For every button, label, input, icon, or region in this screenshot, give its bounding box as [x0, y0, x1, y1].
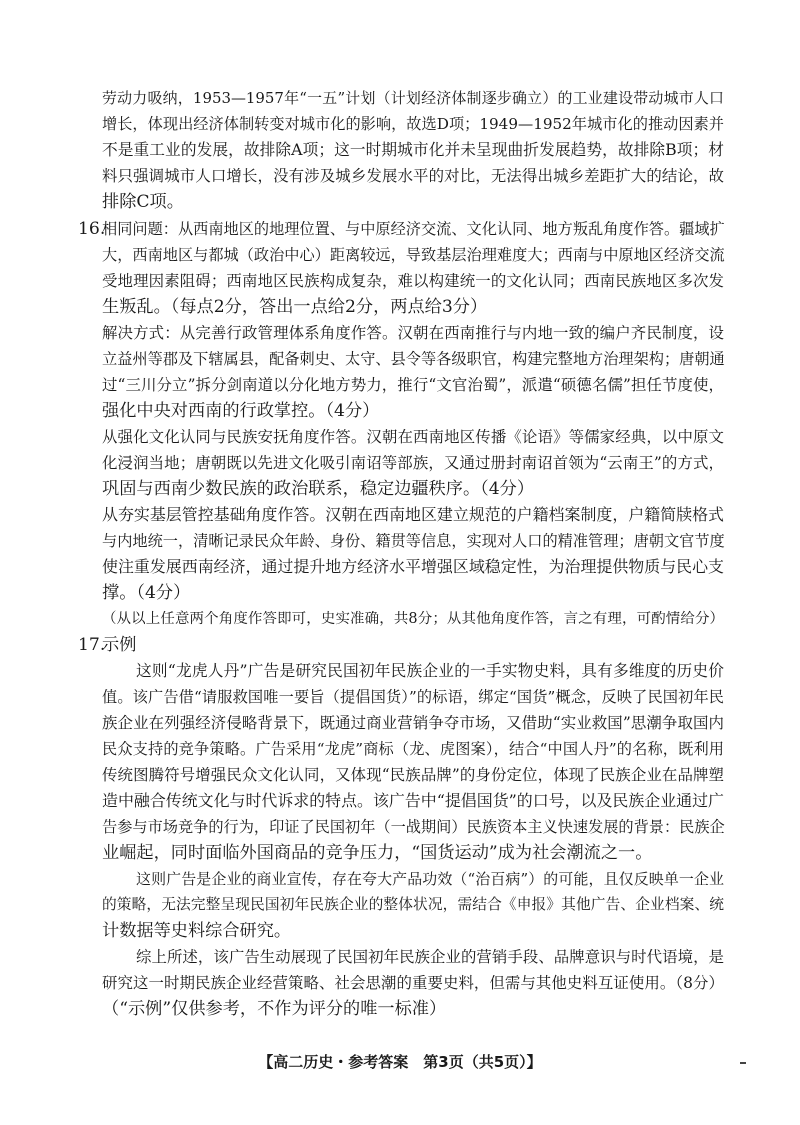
text-line: 从强化文化认同与民族安抚角度作答。汉朝在西南地区传播《论语》等儒家经典，以中原文 — [102, 428, 724, 446]
text-line: 立益州等郡及下辖属县，配备刺史、太守、县令等各级职官，构建完整地方治理架构；唐朝通 — [102, 350, 725, 368]
text-line: 的策略，无法完整呈现民国初年民族企业的整体状况，需结合《申报》其他广告、企业档案、统 — [102, 896, 724, 913]
text-line: 撑。（4分） — [102, 583, 191, 603]
page-footer: 【高二历史・参考答案 第3页（共5页）】 — [258, 1053, 542, 1071]
text-line: 这则广告是企业的商业宣传，存在夸大产品功效（“治百病”）的可能，且仅反映单一企业 — [136, 870, 724, 888]
text-line: 增长，体现出经济体制转变对城市化的影响，故选D项；1949—1952年城市化的推动因素并 — [102, 115, 724, 133]
text-line: 传统图腾符号增强民众文化认同，又体现“民族品牌”的身份定位，体现了民族企业在品牌塑 — [102, 766, 724, 784]
text-line: 排除C项。 — [102, 192, 184, 212]
text-line: 解决方式：从完善行政管理体系角度作答。汉朝在西南推行与内地一致的编户齐民制度，设 — [102, 324, 724, 342]
text-line: 不是重工业的发展，故排除A项；这一时期城市化并未呈现曲折发展趋势，故排除B项；材 — [102, 140, 724, 159]
text-line: 示例 — [102, 635, 137, 655]
text-line: 料只强调城市人口增长，没有涉及城乡发展水平的对比，无法得出城乡差距扩大的结论，故 — [102, 167, 724, 185]
text-line: 研究这一时期民族企业经营策略、社会思潮的重要史料，但需与其他史料互证使用。（8分） — [102, 974, 724, 992]
text-line: 族企业在列强经济侵略背景下，既通过商业营销争夺市场，又借助“实业救国”思潮争取国内 — [102, 714, 724, 732]
text-line: （“示例”仅供参考，不作为评分的唯一标准） — [102, 999, 447, 1019]
text-line: 过“三川分立”拆分剑南道以分化地方势力，推行“文官治蜀”，派遣“硕德名儒”担任节度使， — [102, 376, 724, 394]
text-line: （从以上任意两个角度作答即可，史实准确，共8分；从其他角度作答，言之有理，可酌情给分） — [102, 611, 724, 627]
text-line: 民众支持的竞争策略。广告采用“龙虎”商标（龙、虎图案），结合“中国人丹”的名称，既利用 — [102, 740, 724, 758]
text-line: 业崛起，同时面临外国商品的竞争压力，“国货运动”成为社会潮流之一。 — [102, 843, 653, 863]
text-line: 计数据等史料综合研究。 — [102, 921, 292, 941]
text-line: 使注重发展西南经济，通过提升地方经济水平增强区域稳定性，为治理提供物质与民心支 — [102, 557, 724, 576]
text-line: 强化中央对西南的行政掌控。（4分） — [102, 401, 380, 421]
text-line: 相同问题：从西南地区的地理位置、与中原经济交流、文化认同、地方叛乱角度作答。疆域扩 — [102, 220, 725, 238]
text-line: 劳动力吸纳，1953—1957年“一五”计划（计划经济体制逐步确立）的工业建设带动城市人口 — [102, 89, 724, 107]
text-line: 从夯实基层管控基础角度作答。汉朝在西南地区建立规范的户籍档案制度，户籍简牍格式 — [102, 505, 724, 524]
text-line: 巩固与西南少数民族的政治联系，稳定边疆秩序。（4分） — [102, 479, 535, 499]
text-line: 告参与市场竞争的行为，印证了民国初年（一战期间）民族资本主义快速发展的背景：民族企 — [102, 818, 725, 836]
text-line: 受地理因素阻碍；西南地区民族构成复杂，难以构建统一的文化认同；西南民族地区多次发 — [102, 272, 724, 290]
corner-mark — [740, 1062, 746, 1064]
text-line: 生叛乱。（每点2分，答出一点给2分，两点给3分） — [102, 297, 488, 317]
text-line: 与内地统一，清晰记录民众年龄、身份、籍贯等信息，实现对人口的精准管理；唐朝文官节度 — [102, 532, 725, 550]
text-line: 这则“龙虎人丹”广告是研究民国初年民族企业的一手实物史料，具有多维度的历史价 — [136, 661, 724, 680]
text-line: 综上所述，该广告生动展现了民国初年民族企业的营销手段、品牌意识与时代语境，是 — [136, 948, 724, 966]
question-number-16: 16. — [78, 219, 106, 239]
text-line: 大，西南地区与都城（政治中心）距离较远，导致基层治理难度大；西南与中原地区经济交流 — [102, 246, 725, 264]
question-number-17: 17. — [78, 635, 106, 655]
text-line: 造中融合传统文化与时代诉求的特点。该广告中“提倡国货”的口号，以及民族企业通过广 — [102, 791, 724, 810]
text-line: 化浸润当地；唐朝既以先进文化吸引南诏等部族，又通过册封南诏首领为“云南王”的方式， — [102, 454, 724, 472]
text-line: 值。该广告借“请服救国唯一要旨（提倡国货）”的标语，绑定“国货”概念，反映了民国初年民 — [102, 688, 724, 706]
